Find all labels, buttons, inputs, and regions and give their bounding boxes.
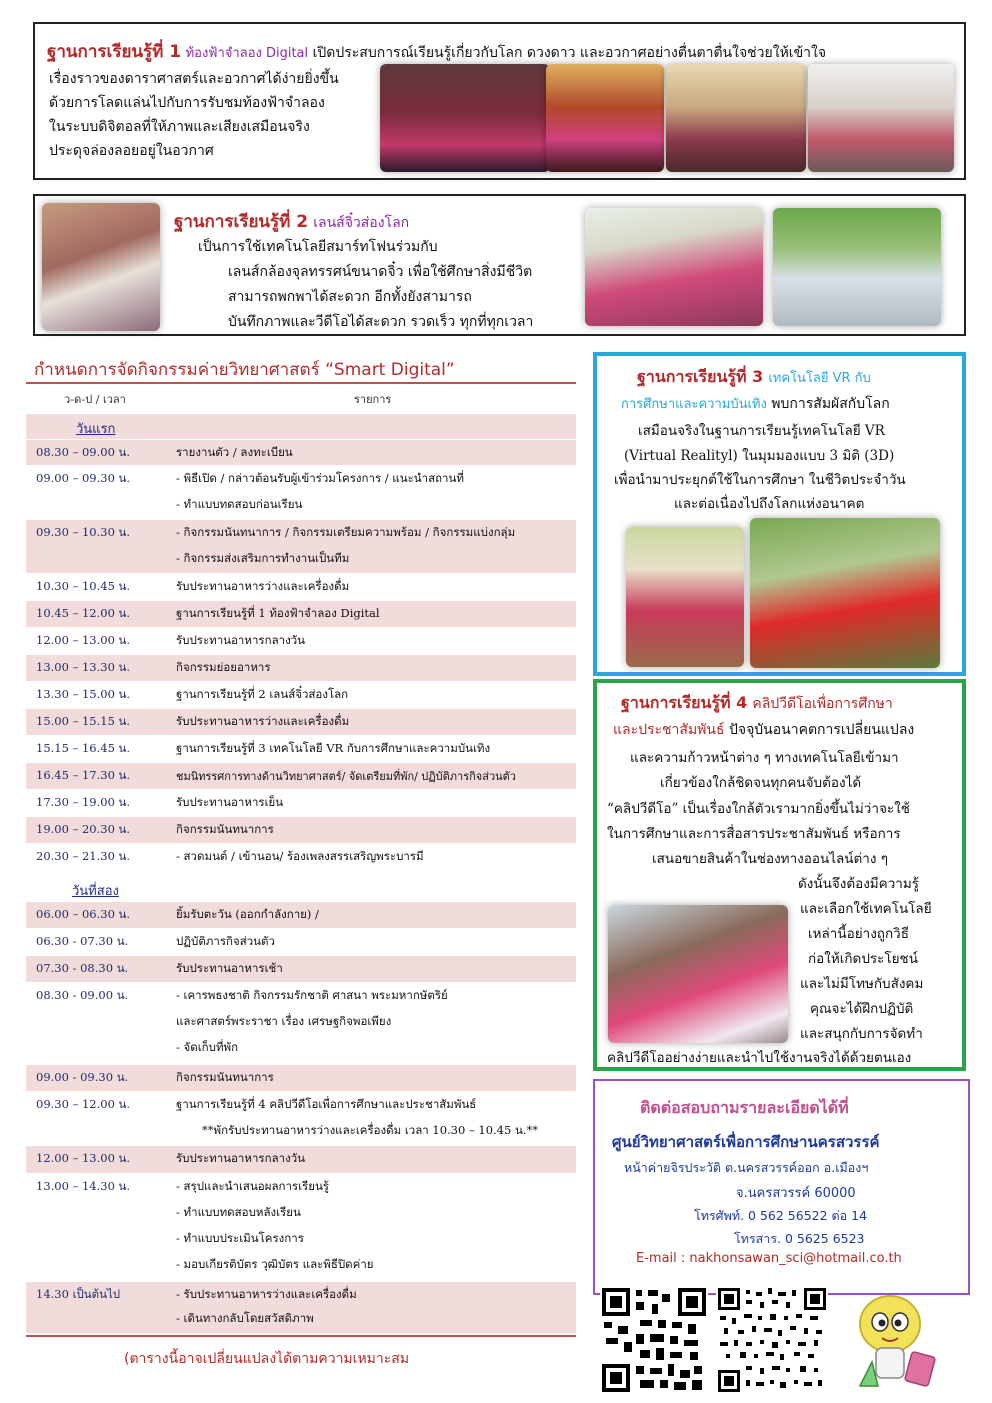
table-row xyxy=(26,790,576,817)
row-time: 13.00 – 14.30 น. xyxy=(36,1179,131,1193)
station-3-title: ฐานการเรียนรู้ที่ 3 xyxy=(637,367,764,386)
row-time: 06.30 - 07.30 น. xyxy=(36,934,129,948)
row-item: - เดินทางกลับโดยสวัสดิภาพ xyxy=(176,1311,314,1325)
mascot-icon xyxy=(842,1288,952,1396)
row-time: 14.30 เป็นต้นไป xyxy=(36,1287,121,1301)
row-time: 13.00 – 13.30 น. xyxy=(36,660,131,674)
vr-headset-photo xyxy=(750,518,940,668)
station-2-heading xyxy=(174,208,409,235)
table-row xyxy=(26,628,576,655)
station-4-subtitle-b: และประชาสัมพันธ์ xyxy=(613,722,725,738)
station-4-side-3: เหล่านี้อย่างถูกวิธี xyxy=(808,926,909,942)
qr-code-1[interactable] xyxy=(600,1286,708,1394)
row-item: กิจกรรมย่อยอาหาร xyxy=(176,660,271,674)
table-row xyxy=(26,1146,576,1174)
row-item: ฐานการเรียนรู้ที่ 2 เลนส์จิ๋วส่องโลก xyxy=(176,687,349,701)
row-item: - มอบเกียรติบัตร วุฒิบัตร และพิธีปิดค่าย xyxy=(176,1257,374,1271)
schedule-day2-row xyxy=(26,874,576,902)
row-time: 09.00 – 09.30 น. xyxy=(36,471,131,485)
table-row xyxy=(26,1174,576,1282)
row-item: ฐานการเรียนรู้ที่ 3 เทคโนโลยี VR กับการศึกษาและความบันเทิง xyxy=(176,741,491,755)
row-time: 06.00 – 06.30 น. xyxy=(36,907,131,921)
table-row xyxy=(26,601,576,628)
row-time: 09.00 - 09.30 น. xyxy=(36,1070,129,1084)
station-3-text-4: และต่อเนื่องไปถึงโลกแห่งอนาคต xyxy=(674,496,865,512)
row-item: ฐานการเรียนรู้ที่ 4 คลิปวีดีโอเพื่อการศึกษาและประชาสัมพันธ์ xyxy=(176,1097,477,1111)
row-item: ฐานการเรียนรู้ที่ 1 ท้องฟ้าจำลอง Digital xyxy=(176,606,380,620)
qr-code-2[interactable] xyxy=(716,1286,828,1394)
station-3-subtitle-b: การศึกษาและความบันเทิง xyxy=(621,397,767,412)
row-item: รับประทานอาหารกลางวัน xyxy=(176,633,306,647)
row-item: **พักรับประทานอาหารว่างและเครื่องดื่ม เวลา 10.30 – 10.45 น.** xyxy=(202,1123,538,1137)
row-item: - ทำแบบประเมินโครงการ xyxy=(176,1231,304,1245)
row-item: รับประทานอาหารว่างและเครื่องดื่ม xyxy=(176,714,350,728)
station-3-line-2 xyxy=(621,393,890,415)
table-row xyxy=(26,763,576,790)
station-2-text-1: เป็นการใช้เทคโนโลยีสมาร์ทโฟนร่วมกับ xyxy=(198,239,438,255)
station-1-text-1: เปิดประสบการณ์เรียนรู้เกี่ยวกับโลก ดวงดาว และอวกาศอย่างตื่นตาตื่นใจช่วยให้เข้าใจ xyxy=(312,45,827,61)
row-item: ยิ้มรับตะวัน (ออกกำลังกาย) / xyxy=(176,907,319,921)
students-microscope-photo xyxy=(585,208,763,326)
row-item: - กิจกรรมนันทนาการ / กิจกรรมเตรียมความพร้อม / กิจกรรมแบ่งกลุ่ม xyxy=(176,525,516,539)
station-2-text-2: เลนส์กล้องจุลทรรศน์ขนาดจิ๋ว เพื่อใช้ศึกษาสิ่งมีชีวิต xyxy=(228,264,533,280)
station-1-line-1 xyxy=(47,38,826,65)
station-4-last: คลิปวีดีโออย่างง่ายและนำไปใช้งานจริงได้ด้วยตนเอง xyxy=(607,1050,912,1066)
contact-title: ติดต่อสอบถามรายละเอียดได้ที่ xyxy=(640,1098,849,1117)
row-time: 16.45 – 17.30 น. xyxy=(36,768,131,782)
contact-address-1: หน้าค่ายจิรประวัติ ต.นครสวรรค์ออก อ.เมืองฯ xyxy=(624,1160,869,1175)
station-1-text-3: ด้วยการโลดแล่นไปกับการรับชมท้องฟ้าจำลอง xyxy=(49,95,325,111)
station-4-text-1: และความก้าวหน้าต่าง ๆ ทางเทคโนโลยีเข้ามา xyxy=(630,750,899,766)
station-4-text-4: ในการศึกษาและการสื่อสารประชาสัมพันธ์ หรือการ xyxy=(607,826,901,842)
station-3-heading xyxy=(637,365,871,390)
station-1-title: ฐานการเรียนรู้ที่ 1 xyxy=(47,42,182,62)
station-2-text-3: สามารถพกพาได้สะดวก อีกทั้งยังสามารถ xyxy=(228,289,472,305)
station-1-text-5: ประดุจล่องลอยอยู่ในอวกาศ xyxy=(49,143,214,159)
table-row xyxy=(26,1282,576,1334)
table-row xyxy=(26,929,576,956)
table-row xyxy=(26,817,576,844)
row-time: 09.30 – 12.00 น. xyxy=(36,1097,131,1111)
station-1-text-2: เรื่องราวของดาราศาสตร์และอวกาศได้ง่ายยิ่งขึ้น xyxy=(49,71,339,87)
table-row xyxy=(26,844,576,871)
station-4-text-0: ปัจจุบันอนาคตการเปลี่ยนแปลง xyxy=(728,722,915,738)
row-item: รายงานตัว / ลงทะเบียน xyxy=(176,445,293,459)
station-4-side-5: และไม่มีโทษกับสังคม xyxy=(800,976,924,992)
schedule-note: (ตารางนี้อาจเปลี่ยนแปลงได้ตามความเหมาะสม xyxy=(124,1351,410,1367)
schedule-bottom-rule xyxy=(26,1335,576,1337)
station-3-text-1: เสมือนจริงในฐานการเรียนรู้เทคโนโลยี VR xyxy=(638,423,885,439)
row-item: ชมนิทรรศการทางด้านวิทยาศาสตร์/ จัดเตรียมที่พัก/ ปฏิบัติภารกิจส่วนตัว xyxy=(176,770,516,783)
row-time: 13.30 – 15.00 น. xyxy=(36,687,131,701)
row-item: - พิธีเปิด / กล่าวต้อนรับผู้เข้าร่วมโครงการ / แนะนำสถานที่ xyxy=(176,471,464,485)
station-1-text-4: ในระบบดิจิตอลที่ให้ภาพและเสียงเสมือนจริง xyxy=(49,119,310,135)
table-row xyxy=(26,682,576,709)
table-row xyxy=(26,1092,576,1146)
row-item: รับประทานอาหารกลางวัน xyxy=(176,1151,306,1165)
vr-group-photo xyxy=(626,527,744,667)
schedule-col-time: ว-ด-ป / เวลา xyxy=(64,393,126,406)
row-item: รับประทานอาหารเย็น xyxy=(176,795,284,809)
planetarium-photo-3 xyxy=(666,64,806,172)
row-item: - สรุปและนำเสนอผลการเรียนรู้ xyxy=(176,1179,329,1193)
station-2-title: ฐานการเรียนรู้ที่ 2 xyxy=(174,212,309,232)
station-4-side-2: และเลือกใช้เทคโนโลยี xyxy=(800,901,932,917)
row-time: 19.00 – 20.30 น. xyxy=(36,822,131,836)
row-item: - รับประทานอาหารว่างและเครื่องดื่ม xyxy=(176,1287,357,1301)
station-4-side-7: และสนุกกับการจัดทำ xyxy=(800,1026,923,1042)
station-2-text-4: บันทึกภาพและวีดีโอได้สะดวก รวดเร็ว ทุกที่ทุกเวลา xyxy=(228,314,534,330)
row-item: ปฏิบัติภารกิจส่วนตัว xyxy=(176,934,275,948)
table-row xyxy=(26,655,576,682)
row-time: 12.00 – 13.00 น. xyxy=(36,633,131,647)
planetarium-photo-2 xyxy=(546,64,664,172)
station-4-text-2: เกี่ยวข้องใกล้ชิดจนทุกคนจับต้องได้ xyxy=(660,775,862,791)
row-item: - สวดมนต์ / เข้านอน/ ร้องเพลงสรรเสริญพระบารมี xyxy=(176,849,424,863)
video-clip-photo xyxy=(608,905,788,1043)
table-row xyxy=(26,520,576,574)
row-item: - ทำแบบทดสอบหลังเรียน xyxy=(176,1205,301,1219)
contact-fax: โทรสาร. 0 5625 6523 xyxy=(734,1231,865,1246)
station-4-text-5: เสนอขายสินค้าในช่องทางออนไลน์ต่าง ๆ xyxy=(652,851,888,867)
row-time: 17.30 – 19.00 น. xyxy=(36,795,131,809)
lens-phone-photo xyxy=(42,203,160,331)
row-time: 10.30 – 10.45 น. xyxy=(36,579,131,593)
contact-org: ศูนย์วิทยาศาสตร์เพื่อการศึกษานครสวรรค์ xyxy=(612,1133,880,1151)
row-time: 09.30 – 10.30 น. xyxy=(36,525,131,539)
schedule-header xyxy=(26,385,576,409)
table-row xyxy=(26,736,576,763)
station-4-side-4: ก่อให้เกิดประโยชน์ xyxy=(808,951,918,967)
row-time: 15.00 – 15.15 น. xyxy=(36,714,131,728)
schedule-day1-label: วันแรก xyxy=(76,422,116,437)
station-3-subtitle-a: เทคโนโลยี VR กับ xyxy=(768,371,871,386)
row-item: กิจกรรมนันทนาการ xyxy=(176,822,274,836)
planetarium-photo-1 xyxy=(380,64,550,172)
station-4-side-6: คุณจะได้ฝึกปฏิบัติ xyxy=(810,1001,914,1017)
row-time: 12.00 – 13.00 น. xyxy=(36,1151,131,1165)
table-row xyxy=(26,709,576,736)
station-3-text-2: (Virtual Realityl) ในมุมมองแบบ 3 มิติ (3D) xyxy=(624,448,895,464)
row-time: 08.30 – 09.00 น. xyxy=(36,445,131,459)
contact-phone: โทรศัพท์. 0 562 56522 ต่อ 14 xyxy=(694,1208,868,1223)
station-1-subtitle: ท้องฟ้าจำลอง Digital xyxy=(185,46,309,61)
planetarium-photo-4 xyxy=(808,64,954,172)
table-row xyxy=(26,983,576,1065)
schedule-day1-row xyxy=(26,414,576,440)
contact-email[interactable]: E-mail : nakhonsawan_sci@hotmail.co.th xyxy=(636,1251,902,1266)
table-row xyxy=(26,466,576,520)
row-time: 15.15 – 16.45 น. xyxy=(36,741,131,755)
row-item: รับประทานอาหารว่างและเครื่องดื่ม xyxy=(176,579,350,593)
station-3-text-3: เพื่อนำมาประยุกต์ใช้ในการศึกษา ในชีวิตประจำวัน xyxy=(614,472,906,488)
row-item: กิจกรรมนันทนาการ xyxy=(176,1070,274,1084)
row-item: รับประทานอาหารเช้า xyxy=(176,961,283,975)
station-4-subtitle-a: คลิปวีดีโอเพื่อการศึกษา xyxy=(752,696,893,712)
table-row xyxy=(26,902,576,929)
row-item: - จัดเก็บที่พัก xyxy=(176,1040,239,1054)
row-time: 07.30 - 08.30 น. xyxy=(36,961,129,975)
row-item: และศาสตร์พระราชา เรื่อง เศรษฐกิจพอเพียง xyxy=(176,1014,392,1028)
table-row xyxy=(26,1065,576,1092)
row-item: - เคารพธงชาติ กิจกรรมรักชาติ ศาสนา พระมหากษัตริย์ xyxy=(176,988,448,1002)
table-row xyxy=(26,574,576,601)
station-3-text-0: พบการสัมผัสกับโลก xyxy=(771,396,890,412)
schedule-day2-label: วันที่สอง xyxy=(72,884,119,899)
lens-kits-photo xyxy=(773,208,941,326)
row-item: - กิจกรรมส่งเสริมการทำงานเป็นทีม xyxy=(176,551,350,565)
row-time: 10.45 – 12.00 น. xyxy=(36,606,131,620)
row-item: - ทำแบบทดสอบก่อนเรียน xyxy=(176,497,303,511)
station-4-title: ฐานการเรียนรู้ที่ 4 xyxy=(621,693,748,712)
station-4-text-3: “คลิปวีดีโอ” เป็นเรื่องใกล้ตัวเรามากยิ่งขึ้นไม่ว่าจะใช้ xyxy=(607,801,910,817)
table-row xyxy=(26,956,576,983)
station-4-heading xyxy=(621,691,893,716)
contact-address-2: จ.นครสวรรค์ 60000 xyxy=(736,1186,856,1201)
schedule-col-item: รายการ xyxy=(354,393,392,406)
schedule-title: กำหนดการจัดกิจกรรมค่ายวิทยาศาสตร์ “Smart Digital” xyxy=(34,360,455,380)
station-4-line-2 xyxy=(613,719,914,741)
table-row xyxy=(26,440,576,466)
row-time: 20.30 – 21.30 น. xyxy=(36,849,131,863)
schedule-top-rule xyxy=(26,382,576,384)
station-4-side-1: ดังนั้นจึงต้องมีความรู้ xyxy=(798,876,920,892)
station-2-subtitle: เลนส์จิ๋วส่องโลก xyxy=(313,215,410,231)
row-time: 08.30 - 09.00 น. xyxy=(36,988,129,1002)
